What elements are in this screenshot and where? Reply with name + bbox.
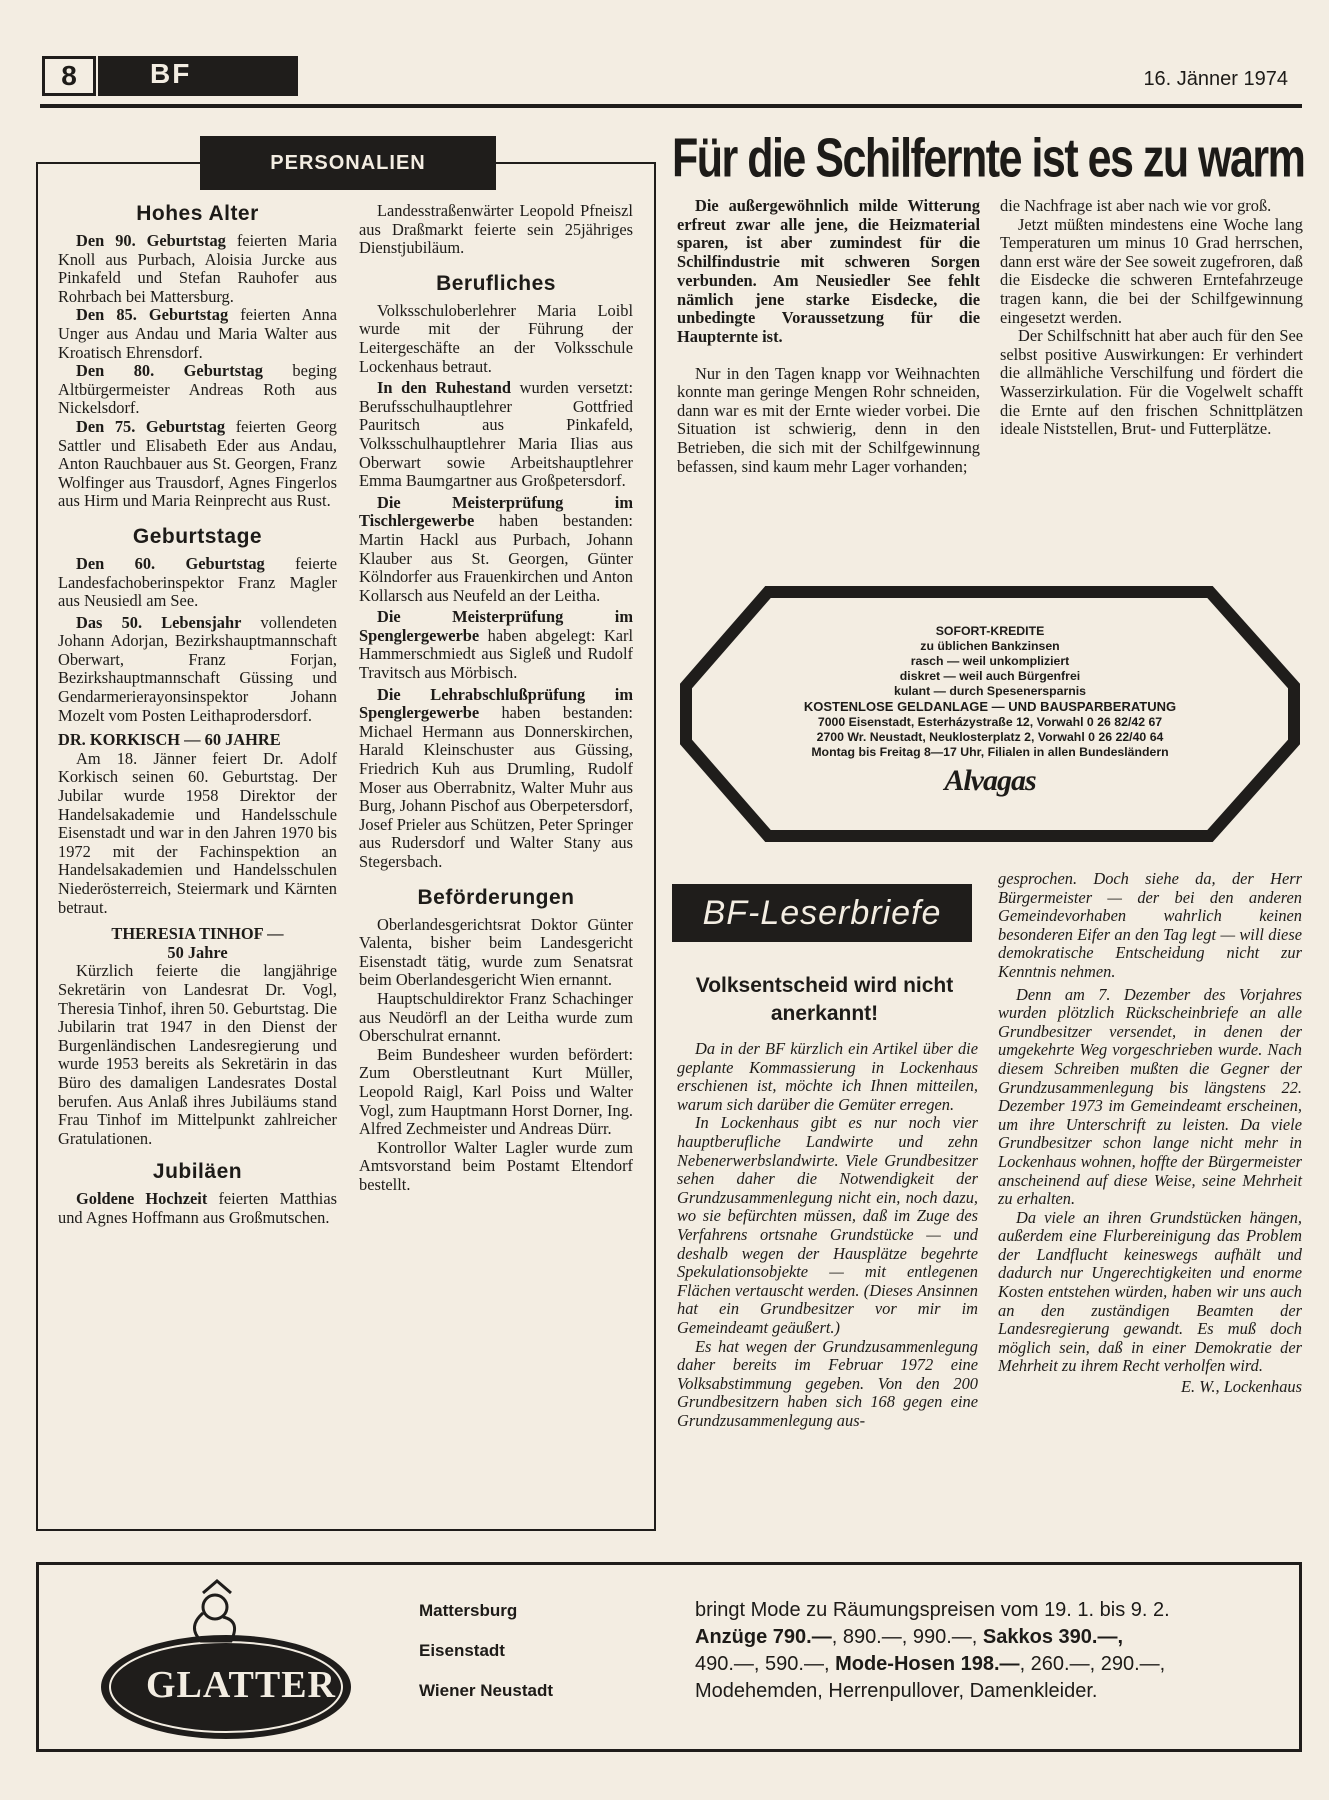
schilf-body: Der Schilfschnitt hat aber auch für den See selbst positive Auswirkungen: Er verhindert die allmähliche Verschilfung und fördert die Wasserzirkulation. Für die Vogelwelt schafft die Ernte auf den frischen Schnittplätzen ideale Niststellen, Brut- und Futterplätze. xyxy=(1000,326,1303,439)
hohes-alter-para: Den 80. Geburtstag beging Altbürgermeister Andreas Roth aus Nickelsdorf. xyxy=(58,361,337,418)
kredit-line: 2700 Wr. Neustadt, Neuklosterplatz 2, Vorwahl 0 26 22/40 64 xyxy=(816,729,1164,744)
paper-logo-bar xyxy=(98,56,298,96)
kredit-logo: Alvagas xyxy=(944,763,1036,797)
korkisch-text: Am 18. Jänner feiert Dr. Adolf Korkisch seinen 60. Geburtstag. Der Jubilar wurde 1958 Direktor der Handelsakademie und Handelsschule Eisenstadt und war in den Jahren 1970 bis 1972 mit der Fachinspektion an Handelsakademien und Handelsschulen Niederösterreich, Steiermark und Kärnten betraut. xyxy=(58,748,337,917)
heading-hohes-alter: Hohes Alter xyxy=(136,202,259,225)
kredit-ad-text xyxy=(740,624,1240,798)
schilf-body: Jetzt müßten mindestens eine Woche lang Temperaturen um minus 10 Grad herrschen, dann erst wäre der See soweit zugefroren, daß die Eisdecke die schweren Erntefahrzeuge tragen kann, die bei der Schilfgewinnung eingesetzt werden. xyxy=(1000,214,1303,327)
kredit-ad xyxy=(680,586,1300,842)
personalien-column-2 xyxy=(359,202,633,1195)
jubilaeen-text: Goldene Hochzeit feierten Matthias und Agnes Hoffmann aus Großmutschen. xyxy=(58,1189,337,1227)
page-date: 16. Jänner 1974 xyxy=(1143,68,1288,90)
befoerderungen-para: Hauptschuldirektor Franz Schachinger aus Neudörfl an der Leitha wurde zum Oberschulrat ernannt. xyxy=(359,988,633,1046)
schilf-body: die Nachfrage ist aber nach wie vor groß. xyxy=(1000,196,1272,215)
kredit-line: 7000 Eisenstadt, Esterházystraße 12, Vorwahl 0 26 82/42 67 xyxy=(817,714,1163,729)
dienstjubilaeum-text: Landesstraßenwärter Leopold Pfneiszl aus Draßmarkt feierte sein 25jähriges Dienstjubiläum. xyxy=(359,201,633,258)
glatter-offer-line: Modehemden, Herrenpullover, Damenkleider. xyxy=(695,1680,1098,1702)
berufliches-para: Die Meisterprüfung im Tischlergewerbe haben bestanden: Martin Hackl aus Purbach, Johann Klauber aus St. Georgen, Günter Kölndorfer aus Frauenkirchen und Anton Kollarsch aus Neufeld an der Leitha. xyxy=(359,492,633,605)
leserbriefe-banner: BF-Leserbriefe xyxy=(672,884,972,942)
heading-befoerderungen: Beförderungen xyxy=(417,885,575,909)
page-header xyxy=(40,48,1302,108)
glatter-offer-line: Anzüge 790.—, 890.—, 990.—, Sakkos 390.—, xyxy=(695,1626,1123,1648)
heading-geburtstage: Geburtstage xyxy=(132,524,263,548)
leserbrief-column-1 xyxy=(677,1040,978,1430)
leserbrief-column-2 xyxy=(998,870,1302,1397)
geburtstage-para: Das 50. Lebensjahr vollendeten Johann Adorjan, Bezirkshauptmannschaft Oberwart, Franz Forjan, Bezirkshauptmannschaft Güssing und Gendarmerierayonsinspektor Johann Mozelt vom Posten Leithaprodersdorf. xyxy=(58,612,338,725)
personalien-column-1 xyxy=(58,196,337,1228)
kredit-line: zu üblichen Bankzinsen xyxy=(920,639,1060,654)
kredit-line: SOFORT-KREDITE xyxy=(935,624,1045,638)
heading-tinhof: THERESIA TINHOF — xyxy=(111,924,284,944)
hohes-alter-para: Den 85. Geburtstag feierten Anna Unger aus Andau und Maria Walter aus Kroatisch Ehrensdorf. xyxy=(58,305,337,362)
schilf-body: Nur in den Tagen knapp vor Weihnachten konnte man geringe Mengen Rohr schneiden, dann war es mit der Ernte wieder vorbei. Die Situation ist schwierig, denn in den Betrieben, die sich mit der Schilfgewinnung befassen, sind kaum mehr Lager vorhanden; xyxy=(677,363,980,476)
heading-jubilaeen: Jubiläen xyxy=(152,1160,243,1184)
heading-korkisch: DR. KORKISCH — 60 JAHRE xyxy=(58,730,281,750)
glatter-logo: GLATTER xyxy=(145,1664,336,1706)
befoerderungen-para: Oberlandesgerichtsrat Doktor Günter Valenta, bisher beim Landesgericht Eisenstadt tätig, wurde zum Senatsrat beim Oberlandesgericht Wien ernannt. xyxy=(359,914,633,990)
kredit-line: KOSTENLOSE GELDANLAGE — UND BAUSPARBERATUNG xyxy=(803,699,1177,715)
berufliches-para: Die Meisterprüfung im Spenglergewerbe haben abgelegt: Karl Hammerschmiedt aus Sigleß und Rudolf Travitsch aus Mörbisch. xyxy=(359,607,633,683)
leserbrief-para: gesprochen. Doch siehe da, der Herr Bürgermeister — der bei den anderen Gemeindevorhaben wahrlich keinen besonderen Eifer an den Tag legt — will diese demokratische Entscheidung nicht zur Kenntnis nehmen. xyxy=(998,869,1302,981)
leserbrief-para: Da viele an ihren Grundstücken hängen, außerdem eine Flurbereinigung das Problem der Landflucht keineswegs aufhält und dadurch nur Ungerechtigkeiten und enorme Kosten entstehen würden, haben wir uns auch an den zuständigen Beamten der Landesregierung gewandt. Es muß doch möglich sein, daß in einer Demokratie der Mehrheit zu ihrem Recht verholfen wird. xyxy=(998,1207,1302,1376)
berufliches-para: Volksschuloberlehrer Maria Loibl wurde mit der Führung der Leitergeschäfte an der Volksschule Lockenhaus betraut. xyxy=(359,300,633,376)
page-number: 8 xyxy=(61,60,77,91)
header-rule xyxy=(40,104,1302,108)
glatter-town: Mattersburg xyxy=(419,1601,518,1620)
tinhof-text: Kürzlich feierte die langjährige Sekretärin von Landesrat Dr. Vogl, Theresia Tinhof, ihren 50. Geburtstag. Die Jubilarin trat 1947 in den Dienst der Burgenländischen Landesregierung und wurde 1953 bereits als Sekretärin in das Büro des damaligen Landesrates Dostal berufen. Aus Anlaß ihres Jubiläums stand Frau Tinhof im Mittelpunkt zahlreicher Gratulationen. xyxy=(58,961,337,1148)
hohes-alter-para: Den 90. Geburtstag feierten Maria Knoll aus Purbach, Aloisia Jurcke aus Pinkafeld und Stefan Rauhofer aus Rohrbach bei Mattersburg. xyxy=(58,231,337,306)
kredit-line: diskret — weil auch Bürgenfrei xyxy=(899,669,1081,684)
leserbrief-para: In Lockenhaus gibt es nur noch vier hauptberufliche Landwirte und zehn Nebenerwerbslandwirte. Viele Grundbesitzer sehen daher die Notwendigkeit der Grundzusammenlegung nicht ein, noch dazu, wo sie befürchten müssen, daß im Zuge des Verfahrens ortsnahe Grundstücke — und deshalb wegen der Hausplätze begehrte Spekulationsobjekte — mit entlegenen Flächen vertauscht werden. (Dieses Ansinnen hat ein Grundbesitzer vor mir im Gemeindeamt geäußert.) xyxy=(677,1113,978,1337)
schilf-column-1 xyxy=(677,197,980,476)
personalien-title: PERSONALIEN xyxy=(200,136,496,190)
glatter-offer-line: bringt Mode zu Räumungspreisen vom 19. 1. bis 9. 2. xyxy=(695,1599,1170,1621)
kredit-line: rasch — weil unkompliziert xyxy=(910,654,1070,669)
glatter-town: Wiener Neustadt xyxy=(419,1681,553,1700)
schilf-column-2 xyxy=(1000,197,1303,439)
page-number-box xyxy=(42,56,96,96)
heading-berufliches: Berufliches xyxy=(436,271,556,295)
leserbrief-para: Es hat wegen der Grundzusammenlegung daher bereits im Februar 1972 eine Volksabstimmung gegeben. Von den 200 Grundbesitzern haben sich 168 gegen eine Grundzusammenlegung aus- xyxy=(677,1336,978,1430)
kredit-line: Montag bis Freitag 8—17 Uhr, Filialen in allen Bundesländern xyxy=(811,744,1169,759)
berufliches-para: In den Ruhestand wurden versetzt: Berufsschulhauptlehrer Gottfried Pauritsch aus Pinkafeld, Volksschulhauptlehrer Maria Ilias aus Oberwart sowie Arbeitshauptlehrer Emma Baumgartner aus Großpetersdorf. xyxy=(359,378,633,491)
hohes-alter-para: Den 75. Geburtstag feierten Georg Sattler und Elisabeth Eder aus Andau, Anton Rauchbauer aus St. Georgen, Franz Wolfinger aus Trausdorf, Agnes Fingerlos aus Hirm und Maria Reinprecht aus Rust. xyxy=(58,416,337,511)
befoerderungen-para: Kontrollor Walter Lagler wurde zum Amtsvorstand beim Postamt Eltendorf bestellt. xyxy=(359,1137,633,1194)
schilf-title: Für die Schilfernte ist es zu warm xyxy=(672,128,1305,190)
glatter-towns xyxy=(419,1601,553,1721)
geburtstage-para: Den 60. Geburtstag feierte Landesfachoberinspektor Franz Magler aus Neusiedl am See. xyxy=(58,553,337,611)
leserbrief-para: Da in der BF kürzlich ein Artikel über die geplante Kommassierung in Lockenhaus erschienen ist, möchte ich Ihnen mitteilen, warum sich darüber die Gemüter erregen. xyxy=(677,1039,978,1114)
leserbrief-headline: Volksentscheid wird nicht anerkannt! xyxy=(695,974,954,1025)
heading-tinhof-sub: 50 Jahre xyxy=(167,942,228,962)
leserbrief-para: Denn am 7. Dezember des Vorjahres wurden plötzlich Rückscheinbriefe an alle Grundbesitzer versendet, in denen der umgekehrte Weg vorgeschrieben wurde. Nach diesem Schreiben mußten die Gegner der Grundzusammenlegung bis längstens 22. Dezember 1973 im Gemeindeamt erscheinen, um ihre Unterschrift zu leisten. Da viele Grundbesitzer schon lange nicht mehr in Lockenhaus wohnen, hoffte der Bürgermeister anscheinend auf diese Weise, seine Mehrheit zu erhalten. xyxy=(998,984,1302,1209)
glatter-town: Eisenstadt xyxy=(419,1641,505,1660)
berufliches-para: Die Lehrabschlußprüfung im Spenglergewerbe haben bestanden: Michael Hermann aus Donnerskirchen, Harald Kleinschuster aus Güssing, Friedrich Kuh aus Drumling, Rudolf Moser aus Oberrabnitz, Walter Muhr aus Burg, Johann Pischof aus Oberpetersdorf, Josef Prieler aus Schützen, Peter Springer aus Rudersdorf und Walter Stany aus Stegersbach. xyxy=(359,684,634,871)
glatter-offer xyxy=(695,1597,1275,1705)
glatter-logo-graphic xyxy=(91,1577,391,1747)
kredit-line: kulant — durch Spesenersparnis xyxy=(893,684,1087,699)
befoerderungen-para: Beim Bundesheer wurden befördert: Zum Oberstleutnant Kurt Müller, Leopold Raigl, Karl Poiss und Walter Vogl, zum Hauptmann Horst Dorner, Ing. Alfred Zechmeister und Andreas Dürr. xyxy=(359,1044,633,1139)
paper-logo: BF xyxy=(150,58,192,89)
glatter-offer-line: 490.—, 590.—, Mode-Hosen 198.—, 260.—, 290.—, xyxy=(695,1653,1166,1675)
glatter-ad xyxy=(36,1562,1302,1752)
schilf-lead: Die außergewöhnlich milde Witterung erfreut zwar alle jene, die Heizmaterial sparen, ist aber zumindest für die Schilfindustrie mit schweren Sorgen verbunden. Am Neusiedler See fehlt nämlich jene starke Eisdecke, die unbedingte Voraussetzung für die Haupternte ist. xyxy=(677,196,980,346)
leserbrief-signature: E. W., Lockenhaus xyxy=(1181,1377,1302,1397)
